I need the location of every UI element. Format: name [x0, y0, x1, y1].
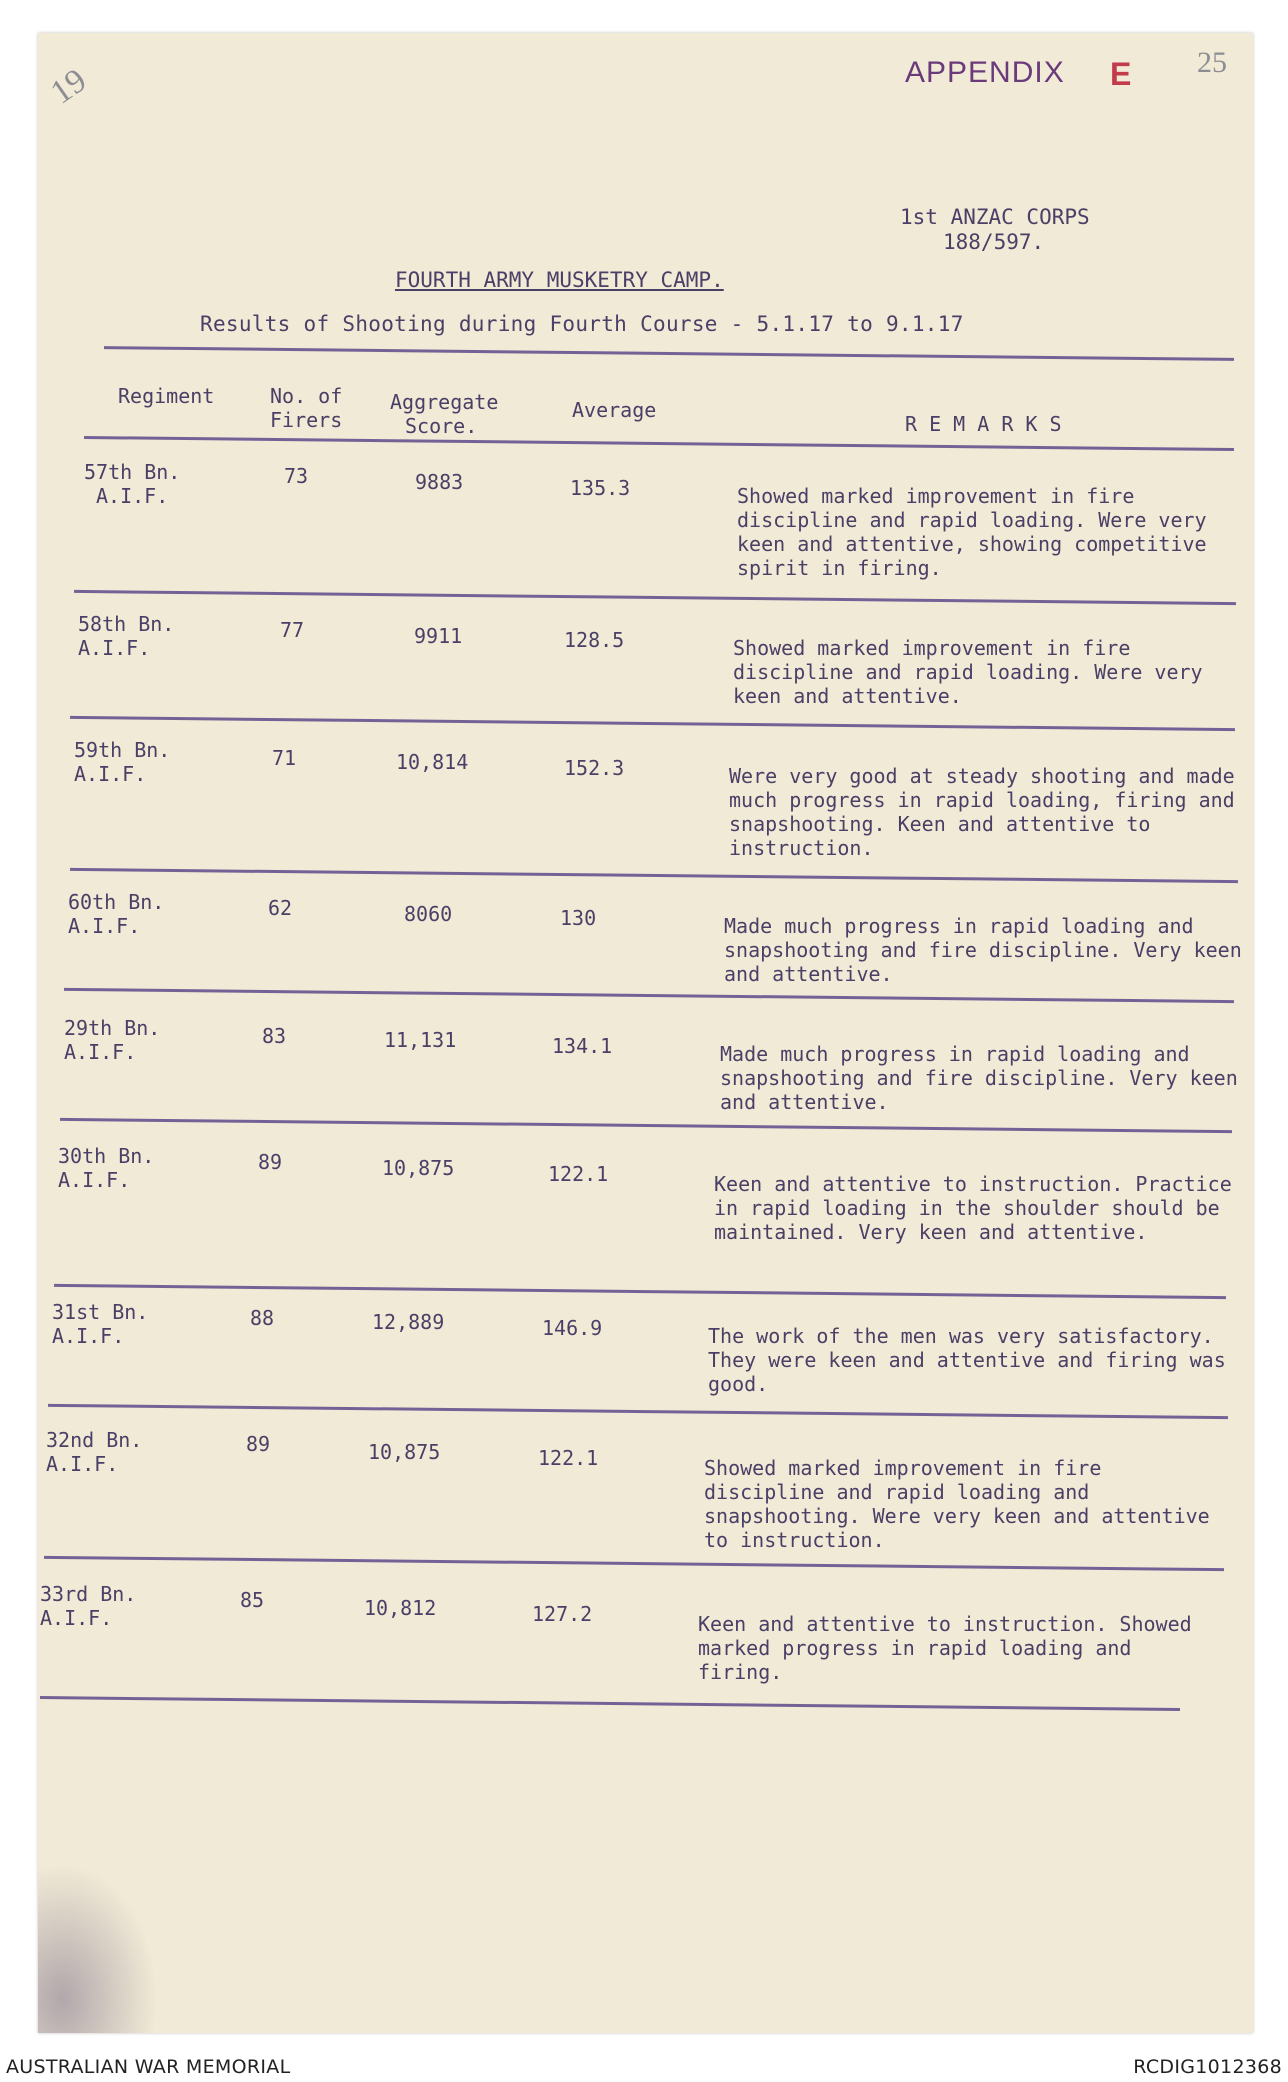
- row-6-aggregate: 10,875: [382, 1156, 455, 1180]
- row-3-firers: 71: [272, 746, 297, 770]
- row-7-regiment: 31st Bn.: [52, 1300, 149, 1324]
- row-6-firers: 89: [258, 1150, 283, 1174]
- row-9-average: 127.2: [532, 1602, 593, 1626]
- row-5-average: 134.1: [552, 1034, 613, 1058]
- row-2-aggregate: 9911: [414, 624, 463, 648]
- row-1-firers: 73: [284, 464, 309, 488]
- row-8-remarks: Showed marked improvement in fire discipline and rapid loading and snapshooting. Were very keen and attentive to instruction.: [704, 1456, 1210, 1552]
- row-6-regiment: 30th Bn.: [58, 1144, 155, 1168]
- footer-archive-name: AUSTRALIAN WAR MEMORIAL: [6, 2056, 291, 2078]
- row-8-regiment-aif: A.I.F.: [46, 1452, 119, 1476]
- row-4-remarks: Made much progress in rapid loading and snapshooting and fire discipline. Very keen and attentive.: [724, 914, 1242, 986]
- row-2-regiment: 58th Bn.: [78, 612, 175, 636]
- row-1-aggregate: 9883: [415, 470, 464, 494]
- header-average: Average: [572, 398, 657, 422]
- row-7-average: 146.9: [542, 1316, 603, 1340]
- row-9-aggregate: 10,812: [364, 1596, 437, 1620]
- row-9-firers: 85: [240, 1588, 265, 1612]
- header-firers-line2: Firers: [270, 408, 343, 432]
- row-3-regiment-aif: A.I.F.: [74, 762, 147, 786]
- header-aggregate-line1: Aggregate: [390, 390, 499, 414]
- row-4-aggregate: 8060: [404, 902, 453, 926]
- row-1-average: 135.3: [570, 476, 631, 500]
- page-stain: [38, 1863, 158, 2033]
- row-4-average: 130: [560, 906, 597, 930]
- row-7-regiment-aif: A.I.F.: [52, 1324, 125, 1348]
- row-4-firers: 62: [268, 896, 293, 920]
- pencil-folio-number: 19: [44, 61, 94, 112]
- row-7-firers: 88: [250, 1306, 275, 1330]
- row-6-average: 122.1: [548, 1162, 609, 1186]
- footer-record-id: RCDIG1012368: [1133, 2056, 1282, 2078]
- document-subtitle: Results of Shooting during Fourth Course - 5.1.17 to 9.1.17: [200, 312, 964, 336]
- row-1-regiment-aif: A.I.F.: [96, 484, 169, 508]
- row-2-average: 128.5: [564, 628, 625, 652]
- appendix-stamp: APPENDIX: [905, 56, 1065, 89]
- appendix-letter: E: [1110, 56, 1132, 92]
- reference-number: 188/597.: [943, 230, 1045, 254]
- row-8-aggregate: 10,875: [368, 1440, 441, 1464]
- row-9-regiment: 33rd Bn.: [40, 1582, 137, 1606]
- pencil-page-number: 25: [1197, 46, 1227, 79]
- row-2-remarks: Showed marked improvement in fire discipline and rapid loading. Were very keen and attentive.: [733, 636, 1203, 708]
- row-1-regiment: 57th Bn.: [84, 460, 181, 484]
- corps-heading: 1st ANZAC CORPS: [900, 205, 1090, 229]
- header-aggregate-line2: Score.: [405, 414, 478, 438]
- document-title: FOURTH ARMY MUSKETRY CAMP.: [395, 268, 724, 292]
- row-9-remarks: Keen and attentive to instruction. Showed marked progress in rapid loading and firing.: [698, 1612, 1192, 1684]
- row-3-remarks: Were very good at steady shooting and made much progress in rapid loading, firing and snapshooting. Keen and attentive to instruction.: [729, 764, 1235, 860]
- row-4-regiment: 60th Bn.: [68, 890, 165, 914]
- row-7-remarks: The work of the men was very satisfactory. They were keen and attentive and firing was good.: [708, 1324, 1226, 1396]
- row-7-aggregate: 12,889: [372, 1310, 445, 1334]
- row-8-regiment: 32nd Bn.: [46, 1428, 143, 1452]
- row-3-aggregate: 10,814: [396, 750, 469, 774]
- row-4-regiment-aif: A.I.F.: [68, 914, 141, 938]
- row-8-average: 122.1: [538, 1446, 599, 1470]
- header-regiment: Regiment: [118, 384, 215, 408]
- row-3-average: 152.3: [564, 756, 625, 780]
- row-9-regiment-aif: A.I.F.: [40, 1606, 113, 1630]
- header-firers-line1: No. of: [270, 384, 343, 408]
- row-8-firers: 89: [246, 1432, 271, 1456]
- row-6-remarks: Keen and attentive to instruction. Practice in rapid loading in the shoulder should be maintained. Very keen and attentive.: [714, 1172, 1232, 1244]
- row-5-firers: 83: [262, 1024, 287, 1048]
- row-2-firers: 77: [280, 618, 305, 642]
- row-5-regiment-aif: A.I.F.: [64, 1040, 137, 1064]
- row-1-remarks: Showed marked improvement in fire discipline and rapid loading. Were very keen and attentive, showing competitive spirit in firing.: [737, 484, 1207, 580]
- row-5-remarks: Made much progress in rapid loading and snapshooting and fire discipline. Very keen and attentive.: [720, 1042, 1238, 1114]
- row-3-regiment: 59th Bn.: [74, 738, 171, 762]
- header-remarks: R E M A R K S: [905, 412, 1062, 436]
- row-5-aggregate: 11,131: [384, 1028, 457, 1052]
- row-5-regiment: 29th Bn.: [64, 1016, 161, 1040]
- row-6-regiment-aif: A.I.F.: [58, 1168, 131, 1192]
- row-2-regiment-aif: A.I.F.: [78, 636, 151, 660]
